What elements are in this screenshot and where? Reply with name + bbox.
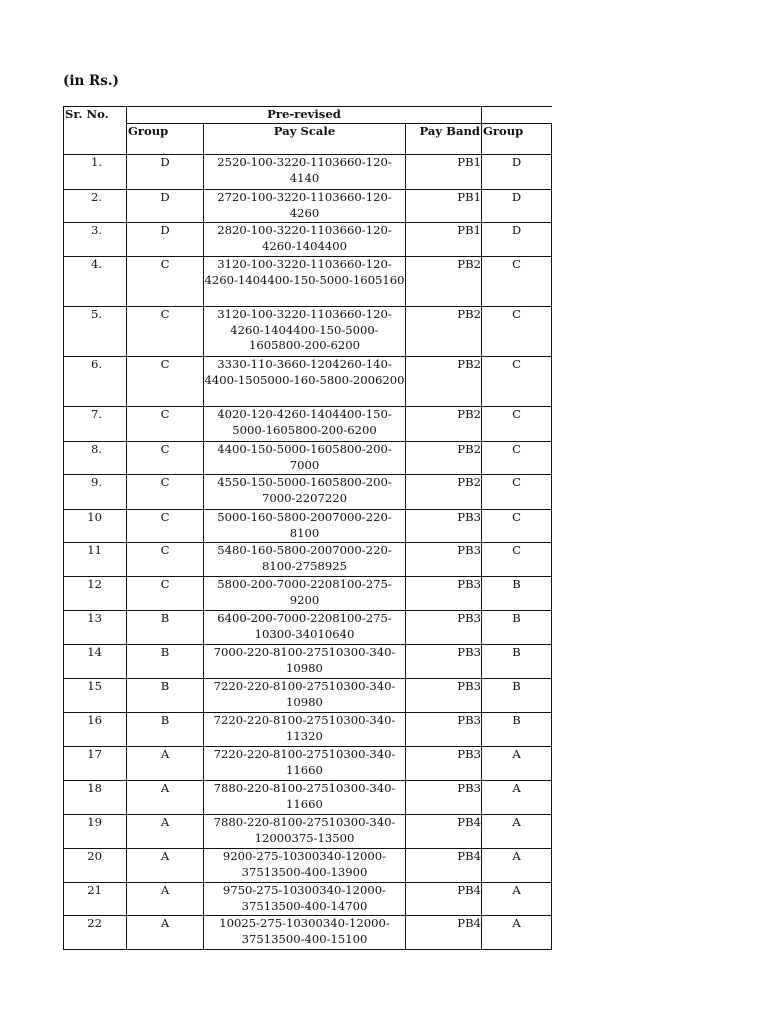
sr-no-cell: 10 xyxy=(64,510,127,543)
table-row xyxy=(64,849,552,883)
table-row xyxy=(64,223,552,257)
sr-no-cell: 16 xyxy=(64,713,127,747)
pay-scale-cell: 7880-220-8100-27510300-340-11660 xyxy=(204,781,406,815)
revised-group-cell: C xyxy=(482,407,552,442)
revised-group-cell: A xyxy=(482,747,552,781)
pay-scale-cell: 4550-150-5000-1605800-200-7000-2207220 xyxy=(204,475,406,510)
sr-no-cell: 22 xyxy=(64,916,127,950)
header-group-revised: Group xyxy=(482,124,552,155)
pay-scale-cell: 7220-220-8100-27510300-340-10980 xyxy=(204,679,406,713)
revised-group-cell: C xyxy=(482,442,552,475)
pay-scale-cell: 3330-110-3660-1204260-140-4400-1505000-160-5800-2006200 xyxy=(204,357,406,407)
revised-group-cell: B xyxy=(482,577,552,611)
group-cell: C xyxy=(127,577,204,611)
group-cell: C xyxy=(127,407,204,442)
pay-band-cell: PB1 xyxy=(406,190,482,223)
pay-scale-cell: 7000-220-8100-27510300-340-10980 xyxy=(204,645,406,679)
table-row xyxy=(64,679,552,713)
pay-scale-cell: 5480-160-5800-2007000-220-8100-2758925 xyxy=(204,543,406,577)
table-row xyxy=(64,747,552,781)
table-row xyxy=(64,407,552,442)
header-pre-revised: Pre-revised xyxy=(127,107,482,124)
pay-scale-cell: 9200-275-10300340-12000-37513500-400-13900 xyxy=(204,849,406,883)
sr-no-cell: 2. xyxy=(64,190,127,223)
table-row xyxy=(64,155,552,190)
table-row xyxy=(64,510,552,543)
pay-scale-cell: 2820-100-3220-1103660-120-4260-1404400 xyxy=(204,223,406,257)
group-cell: C xyxy=(127,510,204,543)
sr-no-cell: 20 xyxy=(64,849,127,883)
pay-band-cell: PB4 xyxy=(406,815,482,849)
revised-group-cell: B xyxy=(482,679,552,713)
sr-no-cell: 7. xyxy=(64,407,127,442)
group-cell: B xyxy=(127,679,204,713)
revised-group-cell: A xyxy=(482,883,552,916)
table-row xyxy=(64,611,552,645)
pay-band-cell: PB2 xyxy=(406,475,482,510)
group-cell: C xyxy=(127,475,204,510)
pay-scale-cell: 2720-100-3220-1103660-120-4260 xyxy=(204,190,406,223)
pay-scale-cell: 4020-120-4260-1404400-150-5000-1605800-200-6200 xyxy=(204,407,406,442)
pay-band-cell: PB1 xyxy=(406,223,482,257)
pay-scale-cell: 7220-220-8100-27510300-340-11660 xyxy=(204,747,406,781)
pay-scale-cell: 10025-275-10300340-12000-37513500-400-15100 xyxy=(204,916,406,950)
pay-scale-cell: 2520-100-3220-1103660-120-4140 xyxy=(204,155,406,190)
group-cell: A xyxy=(127,883,204,916)
pay-band-cell: PB3 xyxy=(406,747,482,781)
revised-group-cell: B xyxy=(482,611,552,645)
table-row xyxy=(64,442,552,475)
group-cell: A xyxy=(127,815,204,849)
header-pay-scale: Pay Scale xyxy=(204,124,406,155)
sr-no-cell: 9. xyxy=(64,475,127,510)
group-cell: B xyxy=(127,611,204,645)
table-row xyxy=(64,543,552,577)
sr-no-cell: 13 xyxy=(64,611,127,645)
pay-band-cell: PB3 xyxy=(406,611,482,645)
pay-band-cell: PB3 xyxy=(406,543,482,577)
group-cell: C xyxy=(127,257,204,307)
revised-group-cell: C xyxy=(482,543,552,577)
group-cell: A xyxy=(127,747,204,781)
header-sr-no: Sr. No. xyxy=(64,107,127,155)
group-cell: D xyxy=(127,190,204,223)
pay-scale-cell: 7880-220-8100-27510300-340-12000375-13500 xyxy=(204,815,406,849)
pay-band-cell: PB4 xyxy=(406,916,482,950)
group-cell: B xyxy=(127,645,204,679)
pay-band-cell: PB4 xyxy=(406,849,482,883)
pay-band-cell: PB2 xyxy=(406,357,482,407)
table-row xyxy=(64,645,552,679)
revised-group-cell: C xyxy=(482,475,552,510)
pay-band-cell: PB3 xyxy=(406,645,482,679)
pay-scale-cell: 5000-160-5800-2007000-220-8100 xyxy=(204,510,406,543)
sr-no-cell: 21 xyxy=(64,883,127,916)
group-cell: D xyxy=(127,223,204,257)
table-row xyxy=(64,307,552,357)
group-cell: A xyxy=(127,849,204,883)
header-pay-band: Pay Band xyxy=(406,124,482,155)
pay-band-cell: PB2 xyxy=(406,257,482,307)
sr-no-cell: 17 xyxy=(64,747,127,781)
table-row xyxy=(64,190,552,223)
sr-no-cell: 14 xyxy=(64,645,127,679)
pay-band-cell: PB2 xyxy=(406,407,482,442)
pay-scale-cell: 7220-220-8100-27510300-340-11320 xyxy=(204,713,406,747)
pay-scale-cell: 9750-275-10300340-12000-37513500-400-14700 xyxy=(204,883,406,916)
sr-no-cell: 5. xyxy=(64,307,127,357)
group-cell: C xyxy=(127,357,204,407)
pay-scale-cell: 3120-100-3220-1103660-120-4260-1404400-150-5000-1605800-200-6200 xyxy=(204,307,406,357)
group-cell: C xyxy=(127,543,204,577)
header-revised-blank xyxy=(482,107,552,124)
revised-group-cell: A xyxy=(482,815,552,849)
sr-no-cell: 8. xyxy=(64,442,127,475)
sr-no-cell: 1. xyxy=(64,155,127,190)
revised-group-cell: B xyxy=(482,713,552,747)
group-cell: A xyxy=(127,916,204,950)
revised-group-cell: C xyxy=(482,307,552,357)
sr-no-cell: 3. xyxy=(64,223,127,257)
pay-band-cell: PB3 xyxy=(406,510,482,543)
table-row xyxy=(64,257,552,307)
table-row xyxy=(64,815,552,849)
revised-group-cell: D xyxy=(482,190,552,223)
group-cell: C xyxy=(127,307,204,357)
sr-no-cell: 19 xyxy=(64,815,127,849)
pay-scale-cell: 6400-200-7000-2208100-275-10300-34010640 xyxy=(204,611,406,645)
group-cell: C xyxy=(127,442,204,475)
table-row xyxy=(64,883,552,916)
revised-group-cell: C xyxy=(482,510,552,543)
table-row xyxy=(64,781,552,815)
revised-group-cell: C xyxy=(482,257,552,307)
group-cell: D xyxy=(127,155,204,190)
revised-group-cell: D xyxy=(482,223,552,257)
header-group: Group xyxy=(127,124,204,155)
revised-group-cell: A xyxy=(482,781,552,815)
pay-band-cell: PB3 xyxy=(406,781,482,815)
sr-no-cell: 15 xyxy=(64,679,127,713)
sr-no-cell: 6. xyxy=(64,357,127,407)
pay-band-cell: PB3 xyxy=(406,713,482,747)
table-row xyxy=(64,916,552,950)
revised-group-cell: A xyxy=(482,916,552,950)
pay-scale-cell: 4400-150-5000-1605800-200-7000 xyxy=(204,442,406,475)
sr-no-cell: 12 xyxy=(64,577,127,611)
table-row xyxy=(64,357,552,407)
pay-scale-cell: 5800-200-7000-2208100-275-9200 xyxy=(204,577,406,611)
pay-band-cell: PB3 xyxy=(406,679,482,713)
revised-group-cell: A xyxy=(482,849,552,883)
pay-scale-cell: 3120-100-3220-1103660-120-4260-1404400-150-5000-1605160 xyxy=(204,257,406,307)
sr-no-cell: 18 xyxy=(64,781,127,815)
revised-group-cell: C xyxy=(482,357,552,407)
pay-band-cell: PB2 xyxy=(406,307,482,357)
pay-scale-table xyxy=(63,106,552,950)
table-row xyxy=(64,713,552,747)
pay-band-cell: PB3 xyxy=(406,577,482,611)
table-row xyxy=(64,475,552,510)
revised-group-cell: B xyxy=(482,645,552,679)
sr-no-cell: 11 xyxy=(64,543,127,577)
group-cell: B xyxy=(127,713,204,747)
pay-band-cell: PB4 xyxy=(406,883,482,916)
group-cell: A xyxy=(127,781,204,815)
sr-no-cell: 4. xyxy=(64,257,127,307)
unit-note: (in Rs.) xyxy=(63,73,119,89)
table-row xyxy=(64,577,552,611)
revised-group-cell: D xyxy=(482,155,552,190)
pay-band-cell: PB2 xyxy=(406,442,482,475)
pay-band-cell: PB1 xyxy=(406,155,482,190)
